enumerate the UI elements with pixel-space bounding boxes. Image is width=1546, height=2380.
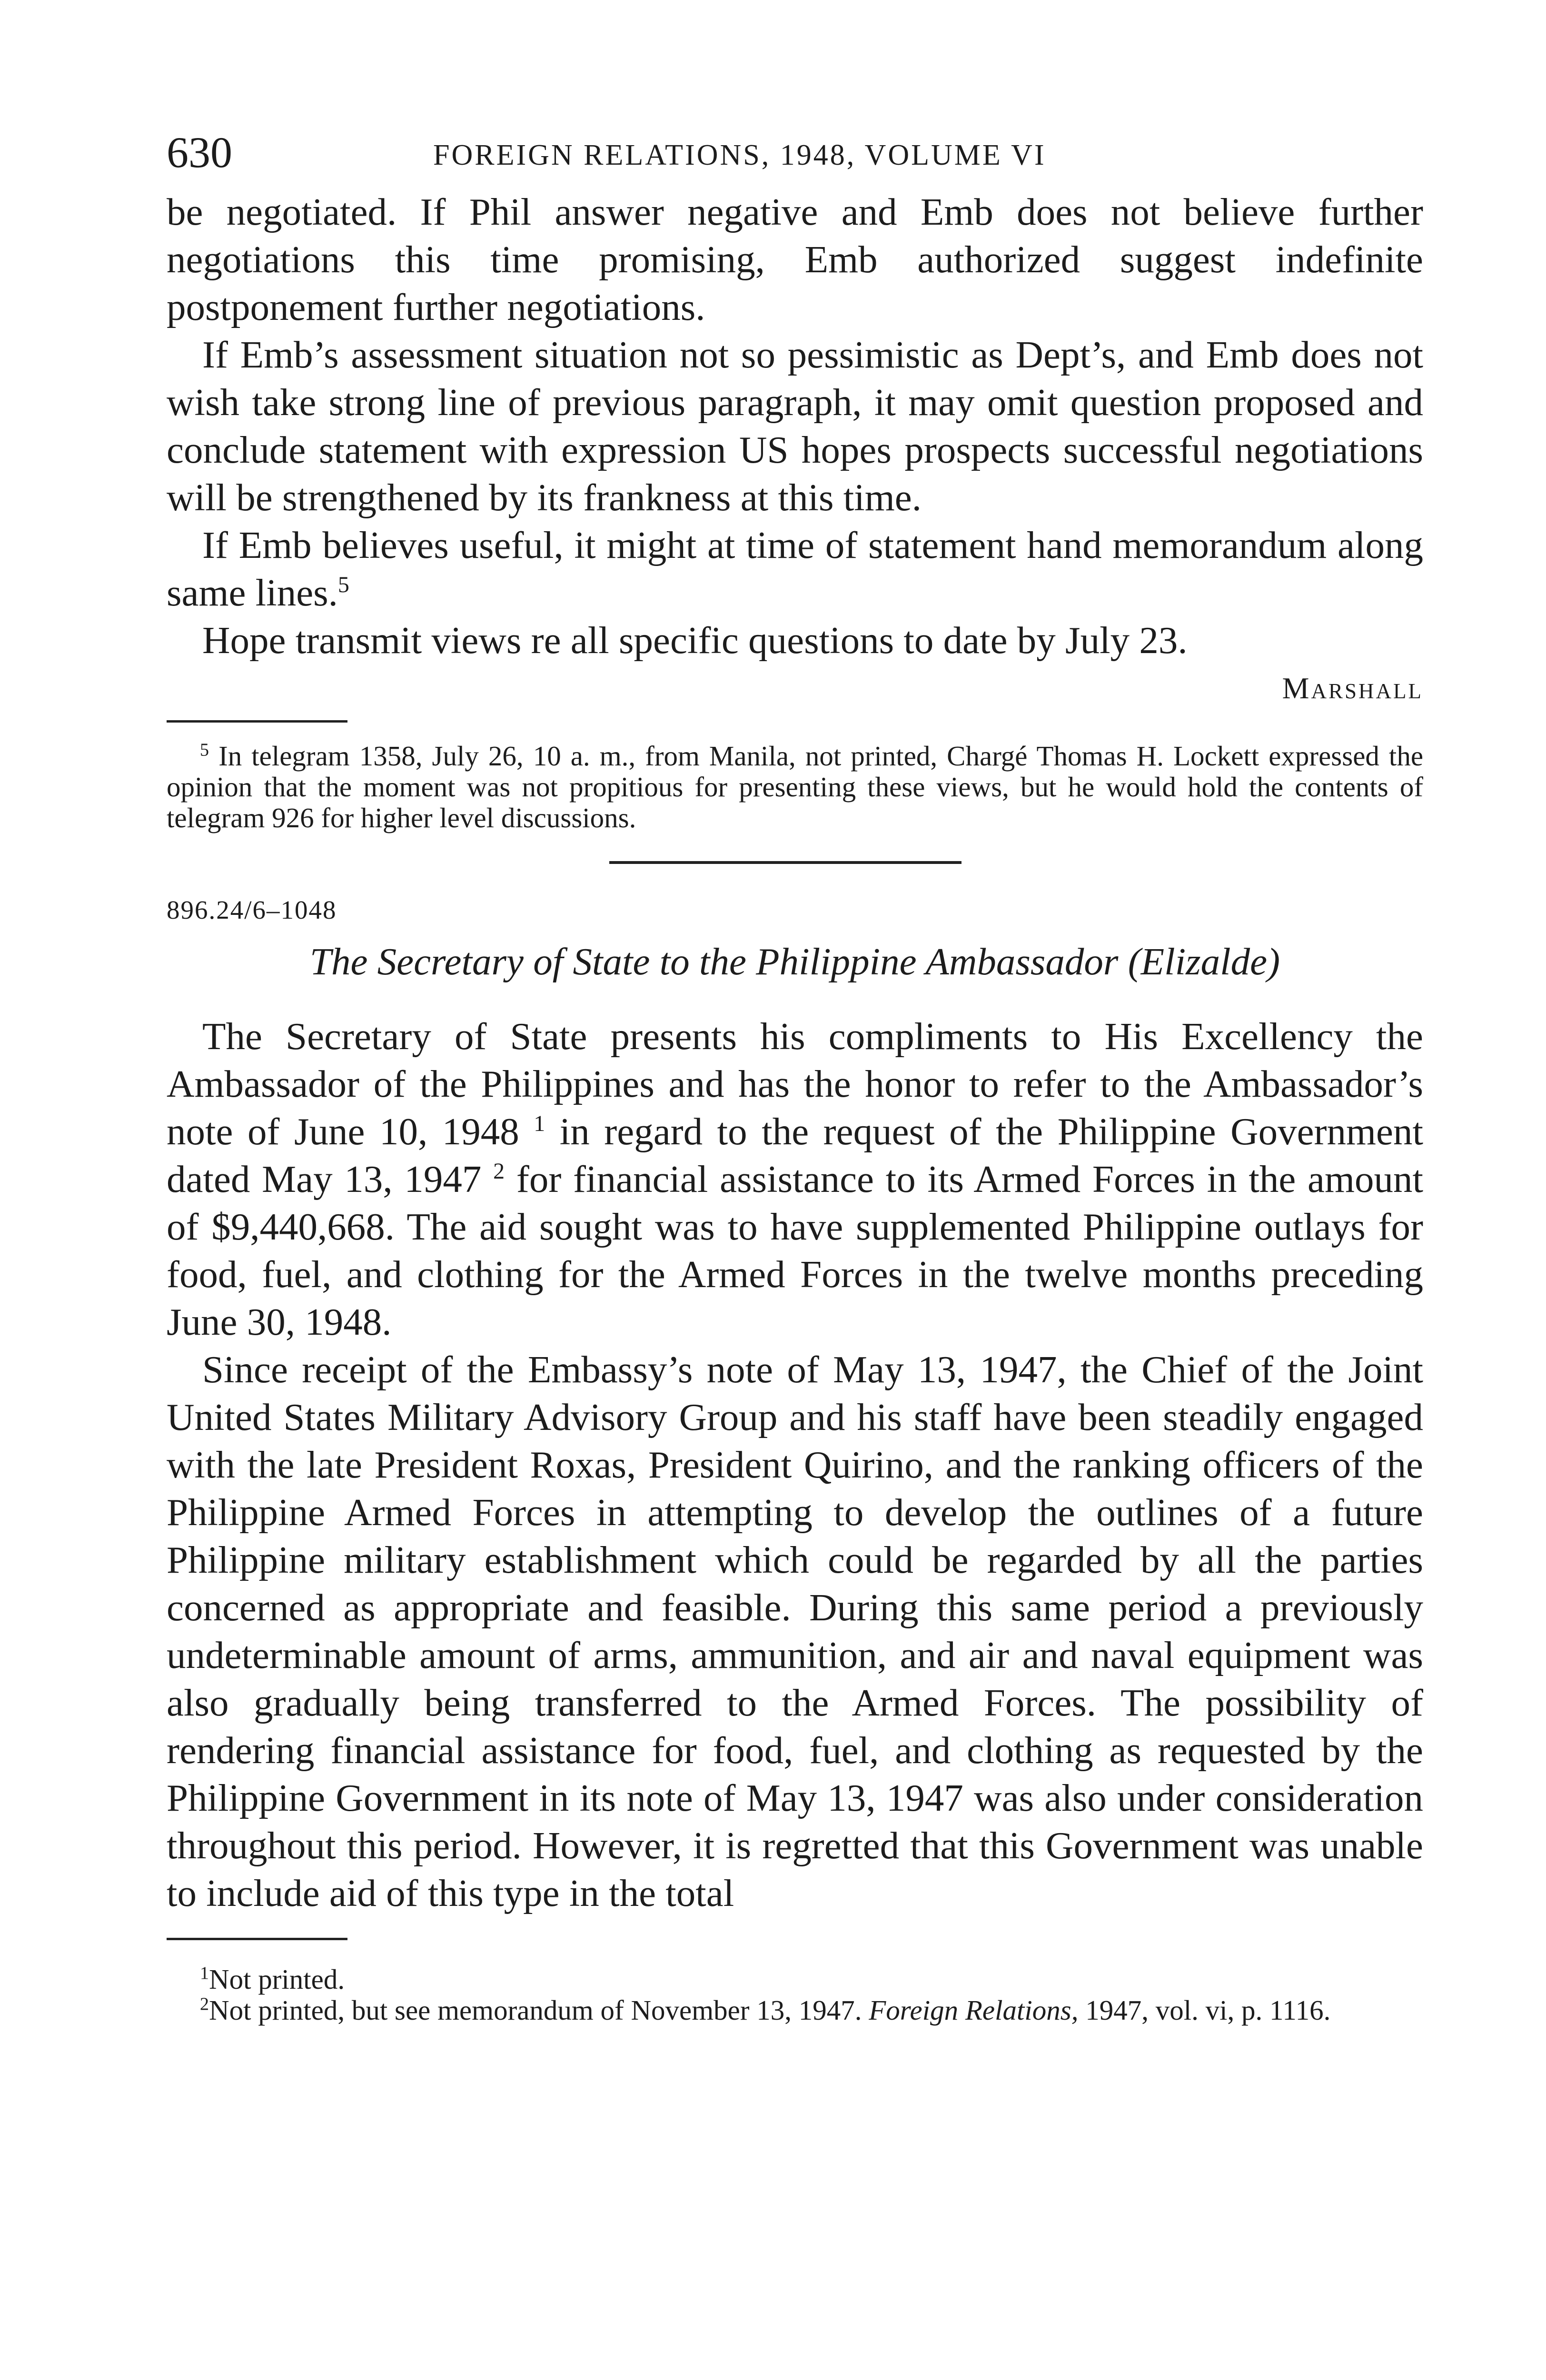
note-footnotes xyxy=(167,1964,1423,2026)
footnote-divider xyxy=(167,720,347,723)
footnote-text: In telegram 1358, July 26, 10 a. m., from Manila, not printed, Chargé Thomas H. Lockett expressed the opinion that the moment was not propitious for presenting these views, but he would hold the contents of telegram 926 for higher level discussions. xyxy=(167,740,1424,833)
note-text: for financial assistance to its Armed Forces in the amount of $9,440,668. The aid sought was to have supplemented Philippine outlays for food, fuel, and clothing for the Armed Forces in the twelve months preceding June 30, 1948. xyxy=(167,1158,1424,1343)
telegram-paragraph xyxy=(167,521,1423,616)
footnote-2 xyxy=(167,1995,1423,2026)
footnote-1 xyxy=(167,1964,1423,1995)
telegram-paragraph: be negotiated. If Phil answer negative and Emb does not believe further negotiations this time promising, Emb authorized suggest indefinite postponement further negotiations. xyxy=(167,190,1423,328)
note-text: The Secretary of State presents his compliments to His Excellency the Ambassador of the Philippines and has the honor to refer to the Ambassador’s note of June 10, 1948 xyxy=(167,1015,1423,1153)
note-paragraph: Since receipt of the Embassy’s note of May 13, 1947, the Chief of the Joint United States Military Advisory Group and his staff have been steadily engaged with the late President Roxas, President Quirino, and the ranking officers of the Philippine Armed Forces in attempting to develop the outlines of a future Philippine military establishment which could be regarded by all the parties concerned as appropriate and feasible. During this same period a previously undeterminable amount of arms, ammunition, and air and naval equipment was also gradually being transferred to the Armed Forces. The possibility of rendering financial assistance for food, fuel, and clothing as requested by the Philippine Government in its note of May 13, 1947 was also under consideration throughout this period. However, it is regretted that this Government was unable to include aid of this type in the total xyxy=(167,1348,1423,1914)
telegram-paragraph: Hope transmit views re all specific questions to date by July 23. xyxy=(202,619,1188,662)
note-text: in regard to the request of the Philippine Government dated May 13, 1947 xyxy=(167,1110,1423,1200)
document-page xyxy=(167,126,1423,2026)
footnote-marker: 2 xyxy=(200,1994,209,2014)
footnote-text: 1947, vol. vi, p. 1116. xyxy=(1085,1994,1331,2026)
page-number: 630 xyxy=(167,128,232,177)
footnote-reference: 1 xyxy=(534,1111,545,1136)
footnote-text: Not printed. xyxy=(209,1964,345,1995)
footnote-5 xyxy=(167,741,1423,833)
footnote-marker: 1 xyxy=(200,1963,209,1983)
telegram-body xyxy=(167,188,1423,664)
footnote-marker: 5 xyxy=(200,740,209,760)
footnote-reference: 2 xyxy=(493,1159,505,1184)
footnote-reference: 5 xyxy=(337,572,349,597)
footnote-italic-text: Foreign Relations, xyxy=(869,1994,1079,2026)
telegram-paragraph-text: If Emb believes useful, it might at time of statement hand memorandum along same lines. xyxy=(167,524,1423,614)
footnote-text: Not printed, but see memorandum of November 13, 1947. xyxy=(209,1994,862,2026)
running-head xyxy=(167,126,1423,178)
document-heading: The Secretary of State to the Philippine Ambassador (Elizalde) xyxy=(309,940,1280,983)
running-title: FOREIGN RELATIONS, 1948, VOLUME VI xyxy=(433,139,1046,171)
note-paragraph xyxy=(167,1012,1423,1346)
telegram-footnote xyxy=(167,741,1423,833)
file-number: 896.24/6–1048 xyxy=(167,895,337,924)
section-divider xyxy=(609,861,961,864)
note-body xyxy=(167,1012,1423,1917)
telegram-paragraph: If Emb’s assessment situation not so pessimistic as Dept’s, and Emb does not wish take strong line of previous paragraph, it may omit question proposed and conclude statement with expression US hopes prospects successful negotiations will be strengthened by its frankness at this time. xyxy=(167,333,1423,519)
footnote-divider xyxy=(167,1938,347,1940)
signature: Marshall xyxy=(1282,671,1423,705)
